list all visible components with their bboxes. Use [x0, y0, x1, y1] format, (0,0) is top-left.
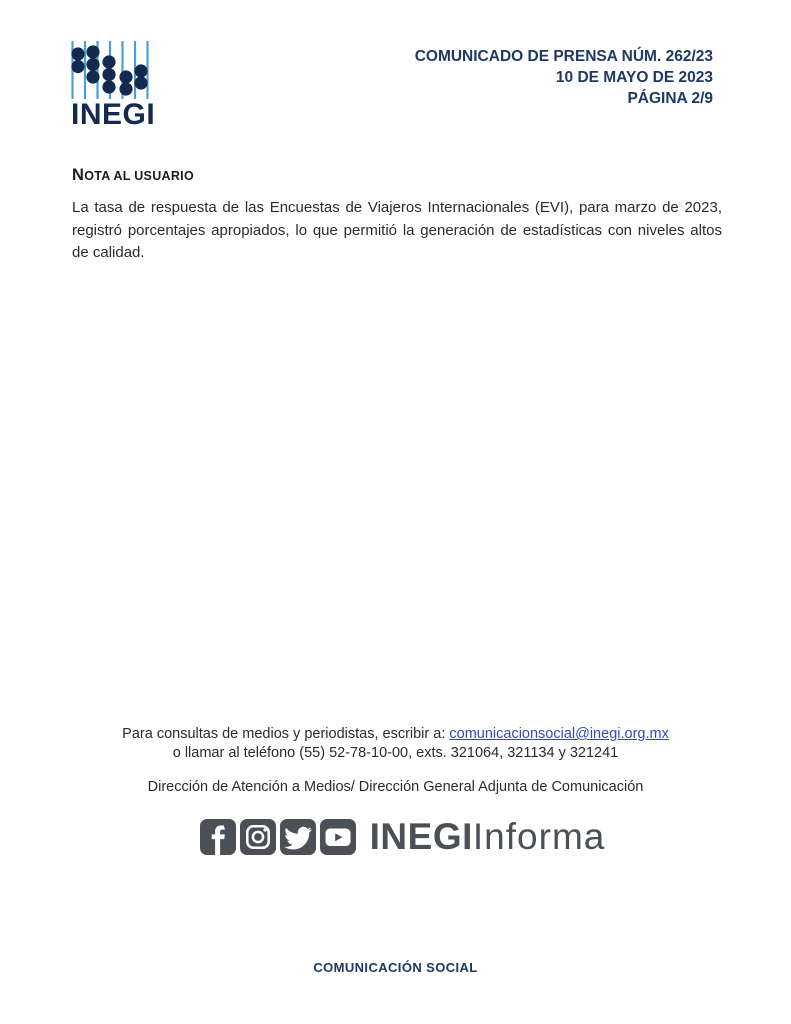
inegi-abacus-icon: [71, 41, 157, 99]
note-paragraph: La tasa de respuesta de las Encuestas de Viajeros Internacionales (EVI), para marzo de 2023, registró porcentajes apropiados, lo que permitió la generación de estadísticas con niveles altos de calidad.: [72, 199, 722, 261]
inegi-logo: [71, 41, 161, 130]
department-line: Dirección de Atención a Medios/ Dirección General Adjunta de Comunicación: [147, 779, 644, 795]
contact-line-email: [0, 725, 791, 744]
heading-initial: N: [72, 166, 85, 184]
heading-rest: OTA AL USUARIO: [84, 169, 194, 183]
section-heading-nota-al-usuario: [72, 166, 194, 185]
brand-inegi: INEGI: [369, 816, 473, 857]
inegi-informa-wordmark: [370, 818, 606, 855]
brand-informa: Informa: [472, 816, 606, 857]
email-link[interactable]: comunicacionsocial@inegi.org.mx: [449, 726, 669, 742]
header-release-number: COMUNICADO DE PRENSA NÚM. 262/23: [414, 48, 713, 65]
inegi-logo-wordmark: INEGI: [71, 98, 156, 131]
contact-line-phone: o llamar al teléfono (55) 52-78-10-00, exts. 321064, 321134 y 321241: [172, 745, 619, 761]
contact-block: [0, 725, 791, 763]
youtube-icon[interactable]: [320, 819, 356, 855]
header-date: 10 DE MAYO DE 2023: [555, 69, 713, 86]
press-release-header: [415, 46, 713, 109]
instagram-icon[interactable]: [240, 819, 276, 855]
header-page-number: PÁGINA 2/9: [627, 90, 713, 107]
twitter-icon[interactable]: [280, 819, 316, 855]
contact-email-prefix: Para consultas de medios y periodistas, escribir a:: [122, 726, 450, 742]
facebook-icon[interactable]: [200, 819, 236, 855]
comunicacion-social-label: COMUNICACIÓN SOCIAL: [313, 960, 478, 975]
social-media-row: [7, 818, 791, 855]
